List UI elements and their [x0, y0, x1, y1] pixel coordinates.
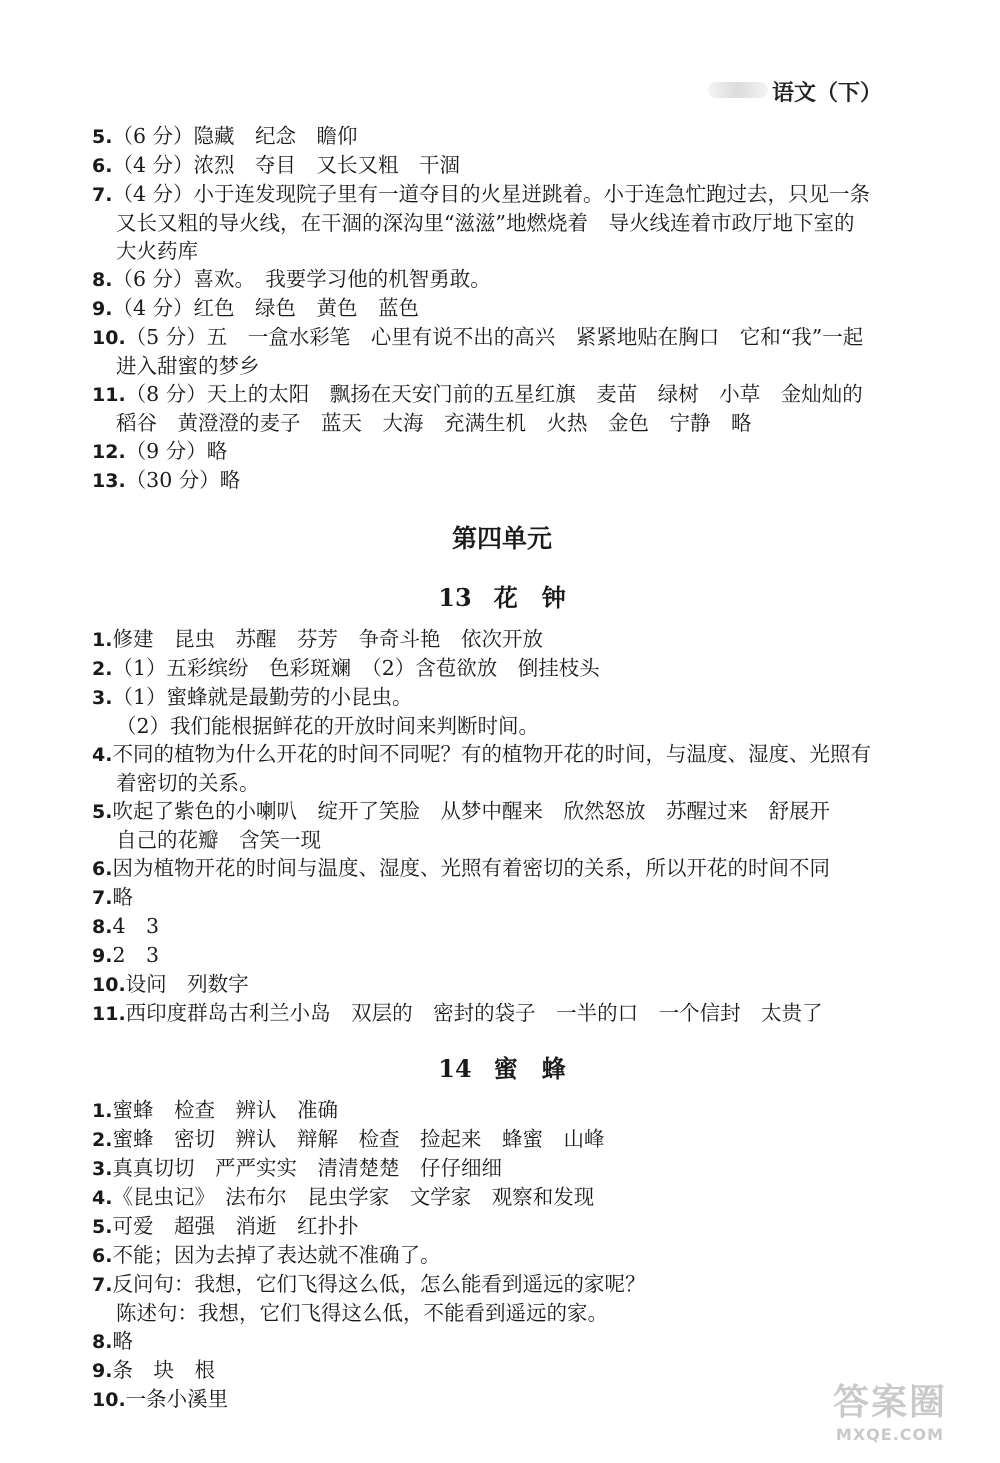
answer-item — [92, 323, 912, 352]
answer-text: 反问句：我想，它们飞得这么低，怎么能看到遥远的家呢？ — [112, 1272, 646, 1296]
answer-item — [92, 1327, 912, 1356]
answer-text: 修建 昆虫 苏醒 芬芳 争奇斗艳 依次开放 — [112, 627, 543, 651]
answer-item — [92, 999, 912, 1028]
answer-item — [92, 1154, 912, 1183]
answer-text: 略 — [112, 885, 133, 909]
answer-text: （5 分）五 一盒水彩笔 心里有说不出的高兴 紧紧地贴在胸口 它和“我”一起 — [125, 325, 864, 349]
answer-number: 13. — [92, 470, 126, 492]
answer-item — [92, 380, 912, 409]
answer-number: 2. — [92, 1129, 113, 1151]
answer-text: 因为植物开花的时间与温度、湿度、光照有着密切的关系，所以开花的时间不同 — [112, 856, 830, 880]
watermark — [800, 1381, 980, 1451]
answer-number: 6. — [92, 1245, 113, 1267]
answer-text: 2 3 — [112, 943, 160, 967]
answer-text: 蜜蜂 密切 辨认 辩解 检查 捡起来 蜂蜜 山峰 — [112, 1127, 605, 1151]
answer-number: 5. — [92, 126, 113, 148]
answer-item — [92, 1212, 912, 1241]
answer-text: 4 3 — [112, 914, 160, 938]
answer-text: 真真切切 严严实实 清清楚楚 仔仔细细 — [112, 1156, 502, 1180]
answer-item — [92, 797, 912, 826]
answer-continuation: 又长又粗的导火线，在干涸的深沟里“滋滋”地燃烧着 导火线连着市政厅地下室的 — [116, 211, 855, 235]
answer-continuation: 自己的花瓣 含笑一现 — [116, 828, 321, 852]
answer-content — [92, 122, 912, 1414]
answer-text: 西印度群岛古利兰小岛 双层的 密封的袋子 一半的口 一个信封 太贵了 — [125, 1001, 823, 1025]
answer-continuation: 大火药库 — [116, 239, 198, 263]
answer-number: 6. — [92, 155, 113, 177]
answer-continuation: 陈述句：我想，它们飞得这么低，不能看到遥远的家。 — [116, 1301, 608, 1325]
answer-number: 7. — [92, 887, 113, 909]
answer-number: 9. — [92, 945, 113, 967]
answer-number: 4. — [92, 744, 113, 766]
watermark-logo-text: 答案圈 — [832, 1382, 947, 1423]
answer-number: 9. — [92, 298, 113, 320]
unit-title: 第四单元 — [451, 524, 552, 553]
answer-number: 10. — [92, 974, 126, 996]
answer-text: （4 分）浓烈 夺目 又长又粗 干涸 — [112, 153, 461, 177]
answer-item — [92, 151, 912, 180]
answer-number: 3. — [92, 687, 113, 709]
answer-continuation: （2）我们能根据鲜花的开放时间来判断时间。 — [116, 714, 540, 738]
answer-number: 8. — [92, 916, 113, 938]
answer-number: 8. — [92, 1331, 113, 1353]
answer-item — [92, 683, 912, 712]
answer-text: 蜜蜂 检查 辨认 准确 — [112, 1098, 338, 1122]
answer-text: 可爱 超强 消逝 红扑扑 — [112, 1214, 359, 1238]
header-decoration — [708, 82, 768, 98]
answer-text: （4 分）红色 绿色 黄色 蓝色 — [112, 296, 420, 320]
answer-number: 7. — [92, 1274, 113, 1296]
watermark-url: MXQE.COM — [835, 1425, 945, 1444]
answer-number: 5. — [92, 801, 113, 823]
answer-text: 不能；因为去掉了表达就不准确了。 — [112, 1243, 441, 1267]
answer-number: 12. — [92, 441, 126, 463]
answer-number: 1. — [92, 629, 113, 651]
answer-number: 2. — [92, 658, 113, 680]
answer-number: 1. — [92, 1100, 113, 1122]
answer-item — [92, 122, 912, 151]
answer-number: 10. — [92, 327, 126, 349]
answer-text: 略 — [112, 1329, 133, 1353]
answer-item — [92, 1270, 912, 1299]
answer-item — [92, 1356, 912, 1385]
answer-item — [92, 883, 912, 912]
answer-text: 条 块 根 — [112, 1358, 215, 1382]
lesson-13-title — [92, 581, 912, 615]
answer-text: （1）五彩缤纷 色彩斑斓 （2）含苞欲放 倒挂枝头 — [112, 656, 600, 680]
lesson-13-answer-list — [92, 625, 912, 1028]
answer-text: 设问 列数字 — [125, 972, 249, 996]
answer-item — [92, 1385, 912, 1414]
answer-item — [92, 941, 912, 970]
answer-text: （6 分）隐藏 纪念 瞻仰 — [112, 124, 358, 148]
answer-number: 6. — [92, 858, 113, 880]
answer-number: 8. — [92, 269, 113, 291]
lesson-14-title — [92, 1052, 912, 1086]
answer-number: 11. — [92, 1003, 126, 1025]
answer-item — [92, 294, 912, 323]
answer-number: 10. — [92, 1389, 126, 1411]
answer-text: （30 分）略 — [125, 468, 241, 492]
answer-number: 4. — [92, 1187, 113, 1209]
answer-number: 9. — [92, 1360, 113, 1382]
answer-continuation: 着密切的关系。 — [116, 771, 260, 795]
page-header-subject: 语文（下） — [771, 81, 882, 106]
answer-item — [92, 740, 912, 769]
answer-text: 不同的植物为什么开花的时间不同呢？有的植物开花的时间，与温度、湿度、光照有 — [112, 742, 871, 766]
answer-number: 7. — [92, 184, 113, 206]
answer-item — [92, 970, 912, 999]
answer-text: 吹起了紫色的小喇叭 绽开了笑脸 从梦中醒来 欣然怒放 苏醒过来 舒展开 — [112, 799, 830, 823]
answer-item — [92, 1183, 912, 1212]
lesson-14-name: 蜜 蜂 — [493, 1054, 566, 1083]
answer-item — [92, 180, 912, 209]
answer-item — [92, 854, 912, 883]
answer-continuation: 进入甜蜜的梦乡 — [116, 354, 260, 378]
top-answer-list — [92, 122, 912, 495]
answer-item — [92, 265, 912, 294]
answer-item — [92, 912, 912, 941]
lesson-14-number: 14 — [438, 1054, 472, 1083]
answer-text: 《昆虫记》 法布尔 昆虫学家 文学家 观察和发现 — [112, 1185, 595, 1209]
lesson-13-number: 13 — [438, 583, 472, 612]
answer-text: （9 分）略 — [125, 439, 228, 463]
answer-number: 11. — [92, 384, 126, 406]
answer-item — [92, 1125, 912, 1154]
answer-text: （4 分）小于连发现院子里有一道夺目的火星迸跳着。小于连急忙跑过去，只见一条 — [112, 182, 871, 206]
answer-number: 5. — [92, 1216, 113, 1238]
answer-item — [92, 437, 912, 466]
answer-item — [92, 625, 912, 654]
lesson-13-name: 花 钟 — [493, 583, 566, 612]
answer-item — [92, 654, 912, 683]
answer-text: （6 分）喜欢。 我要学习他的机智勇敢。 — [112, 267, 491, 291]
answer-item — [92, 466, 912, 495]
lesson-14-answer-list — [92, 1096, 912, 1414]
answer-text: 一条小溪里 — [125, 1387, 229, 1411]
answer-number: 3. — [92, 1158, 113, 1180]
answer-item — [92, 1096, 912, 1125]
answer-text: （1）蜜蜂就是最勤劳的小昆虫。 — [112, 685, 413, 709]
answer-item — [92, 1241, 912, 1270]
answer-continuation: 稻谷 黄澄澄的麦子 蓝天 大海 充满生机 火热 金色 宁静 略 — [116, 411, 752, 435]
answer-text: （8 分）天上的太阳 飘扬在天安门前的五星红旗 麦苗 绿树 小草 金灿灿的 — [125, 382, 863, 406]
